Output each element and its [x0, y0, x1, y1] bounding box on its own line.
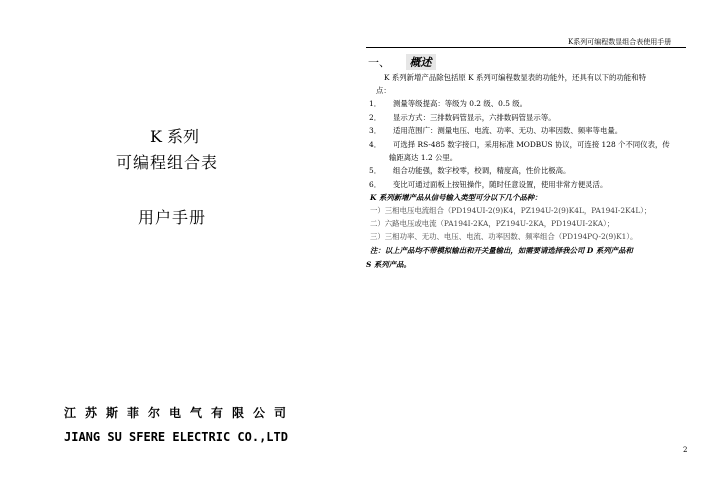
company-name-english: JIANG SU SFERE ELECTRIC CO.,LTD	[64, 430, 288, 444]
running-header: K系列可编程数显组合表使用手册	[568, 38, 672, 46]
feature-item	[369, 166, 570, 175]
company-name-chinese: 江苏斯菲尔电气有限公司	[64, 406, 296, 420]
section-number: 一、	[368, 56, 390, 69]
feature-item-text: 适用范围广：测量电压、电流、功率、无功、功率因数、频率等电量。	[393, 126, 623, 135]
feature-item-number: 2．	[369, 113, 382, 122]
section-title: 概述	[406, 54, 436, 70]
intro-text-continued: 点：	[376, 86, 391, 95]
cover-title: 可编程组合表	[116, 153, 219, 172]
feature-item-text: 组合功能强，数字校零，校调，精度高，性价比极高。	[393, 166, 571, 175]
header-rule	[366, 47, 686, 48]
feature-item-number: 4．	[369, 140, 382, 149]
cover-series-label: K 系列	[150, 127, 200, 146]
note-text-continued: S 系列产品。	[366, 260, 411, 269]
feature-item	[369, 126, 622, 135]
section-heading	[368, 54, 436, 70]
feature-item-number: 3．	[369, 126, 382, 135]
note-text: 注：以上产品均不带模拟输出和开关量输出，如需要请选择我公司 D 系列产品和	[370, 246, 633, 255]
intro-text: K 系列新增产品除包括原 K 系列可编程数显表的功能外，还具有以下的功能和特	[384, 73, 646, 82]
feature-item-text: 显示方式：三排数码管显示，六排数码管显示等。	[393, 113, 556, 122]
page-number: 2	[683, 446, 688, 454]
feature-item	[369, 99, 527, 108]
feature-item-text: 变比可通过面板上按钮操作，随时任意设置，使用非常方便灵活。	[393, 180, 608, 189]
feature-item	[369, 180, 607, 189]
feature-item-number: 6．	[369, 180, 382, 189]
feature-item-continued: 输距离达 1.2 公里。	[389, 153, 458, 162]
cover-manual-label: 用户手册	[138, 208, 207, 227]
feature-item-text: 可选择 RS-485 数字接口，采用标准 MODBUS 协议，可连接 128 个不同仪表，传	[393, 140, 670, 149]
product-group: 三）三相功率、无功、电压、电流、功率因数、频率组合（PD194PQ-2(9)K1）。	[370, 232, 638, 241]
product-group: 二）六路电压或电流（PA194I-2KA，PZ194U-2KA，PD194UI-2KA）；	[370, 219, 615, 228]
feature-item-text: 测量等级提高：等级为 0.2 级、0.5 级。	[393, 99, 528, 108]
input-type-heading: K 系列新增产品从信号输入类型可分以下几个品种：	[370, 193, 542, 202]
feature-item-number: 5．	[369, 166, 382, 175]
product-group: 一）三相电压电流组合（PD194UI-2(9)K4，PZ194U-2(9)K4L，PA194I-2K4L）；	[370, 206, 652, 215]
feature-item	[369, 113, 556, 122]
feature-item	[369, 140, 670, 149]
feature-item-number: 1．	[369, 99, 382, 108]
